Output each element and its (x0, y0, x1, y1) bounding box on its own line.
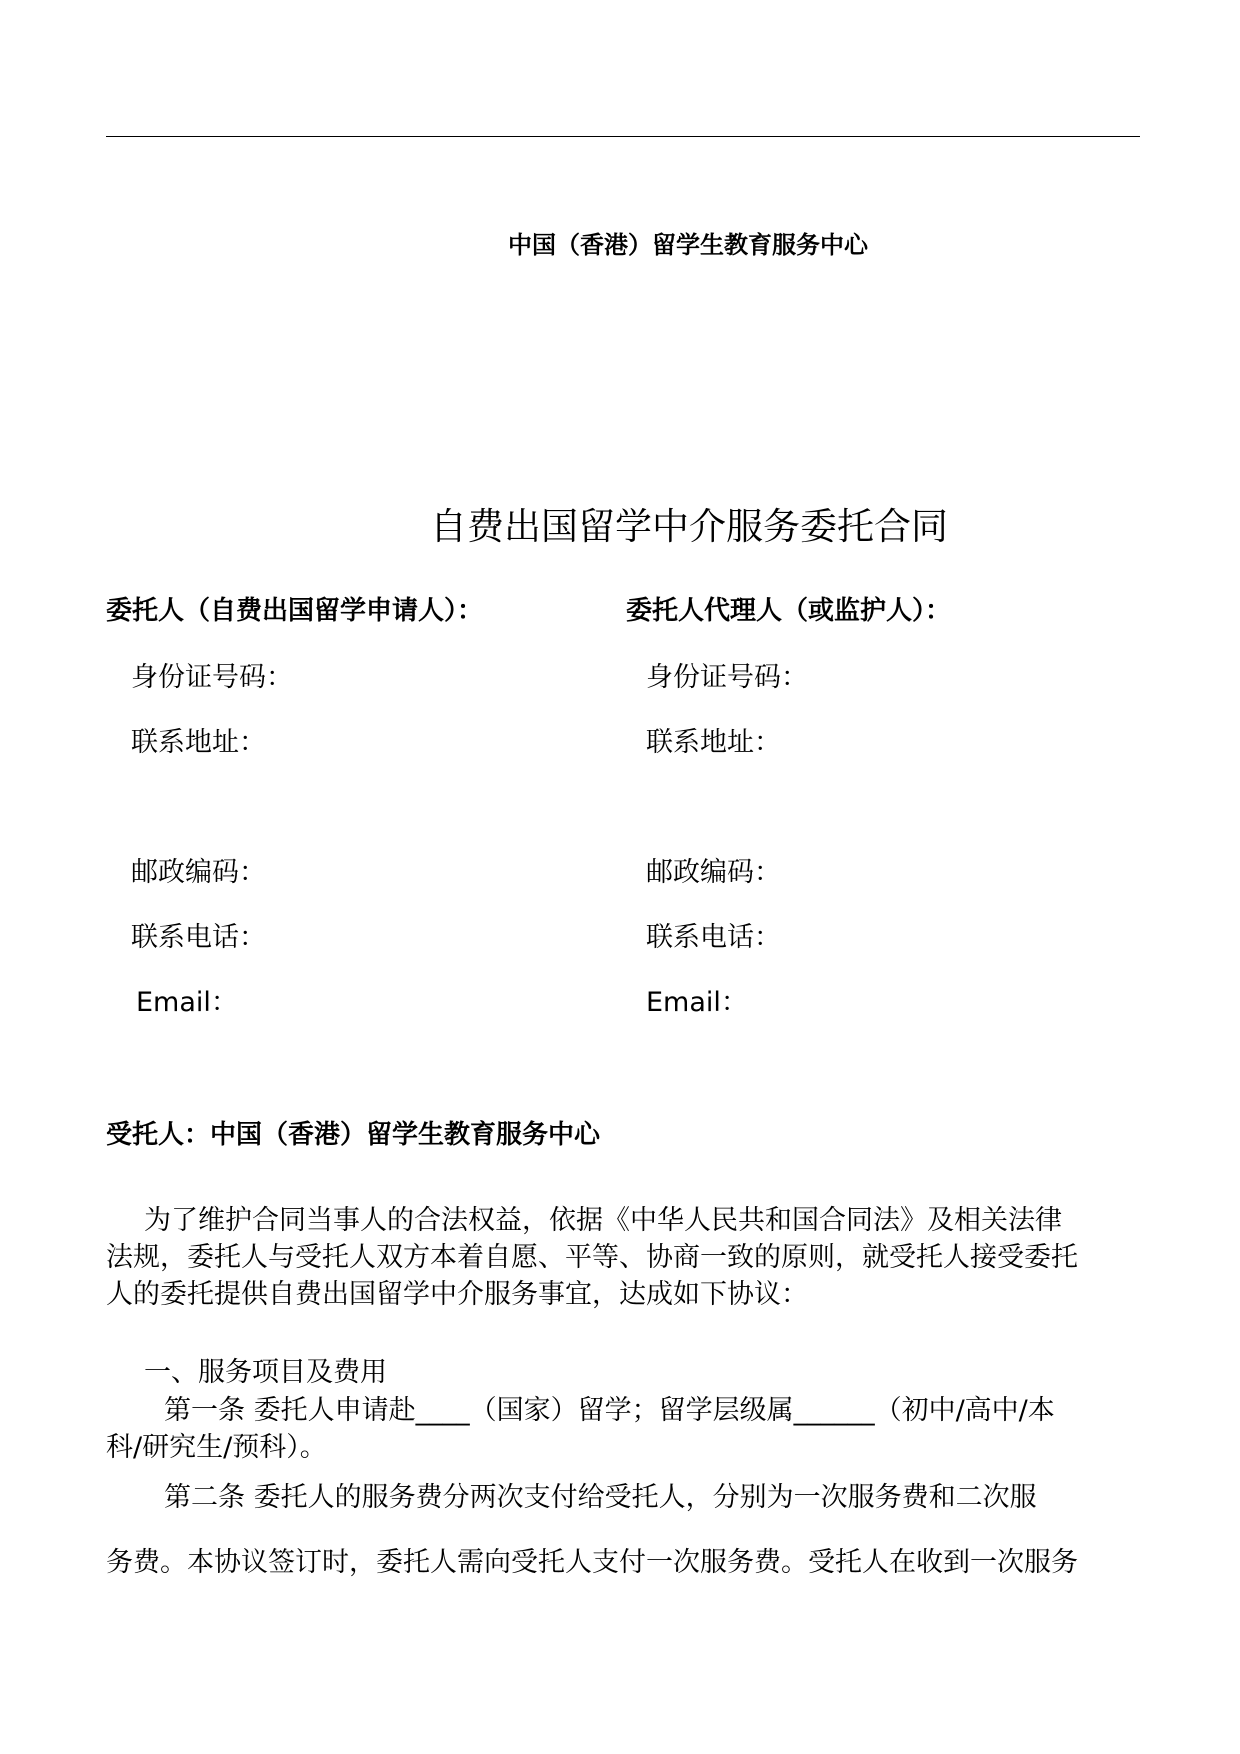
header-rule (106, 136, 1140, 137)
intro-line-1: 为了维护合同当事人的合法权益，依据《中华人民共和国合同法》及相关法律 (144, 1205, 1062, 1236)
agent-phone-label: 联系电话： (646, 922, 781, 953)
agent-postcode-label: 邮政编码： (646, 857, 781, 888)
client-heading: 委托人（自费出国留学申请人）： (106, 596, 484, 626)
agent-email-label: Email： (646, 987, 748, 1018)
header-org-name: 中国（香港）留学生教育服务中心 (508, 231, 868, 259)
intro-line-3: 人的委托提供自费出国留学中介服务事宜，达成如下协议： (106, 1279, 808, 1310)
client-address-label: 联系地址： (131, 727, 266, 758)
document-title: 自费出国留学中介服务委托合同 (430, 505, 948, 548)
section1-heading: 一、服务项目及费用 (144, 1357, 387, 1388)
article1-line-2: 科/研究生/预科）。 (106, 1432, 327, 1463)
entrusted-party: 受托人：中国（香港）留学生教育服务中心 (106, 1120, 601, 1150)
article1-line-1: 第一条 委托人申请赴____（国家）留学；留学层级属______（初中/高中/本 (164, 1395, 1055, 1426)
client-phone-label: 联系电话： (131, 922, 266, 953)
client-postcode-label: 邮政编码： (131, 857, 266, 888)
client-id-label: 身份证号码： (131, 662, 293, 693)
article2-line-1: 第二条 委托人的服务费分两次支付给受托人，分别为一次服务费和二次服 (164, 1482, 1037, 1513)
intro-line-2: 法规，委托人与受托人双方本着自愿、平等、协商一致的原则，就受托人接受委托 (106, 1242, 1078, 1273)
agent-id-label: 身份证号码： (646, 662, 808, 693)
agent-heading: 委托人代理人（或监护人）： (626, 596, 952, 626)
client-email-label: Email： (136, 987, 238, 1018)
article2-line-2: 务费。本协议签订时，委托人需向受托人支付一次服务费。受托人在收到一次服务 (106, 1547, 1078, 1578)
agent-address-label: 联系地址： (646, 727, 781, 758)
